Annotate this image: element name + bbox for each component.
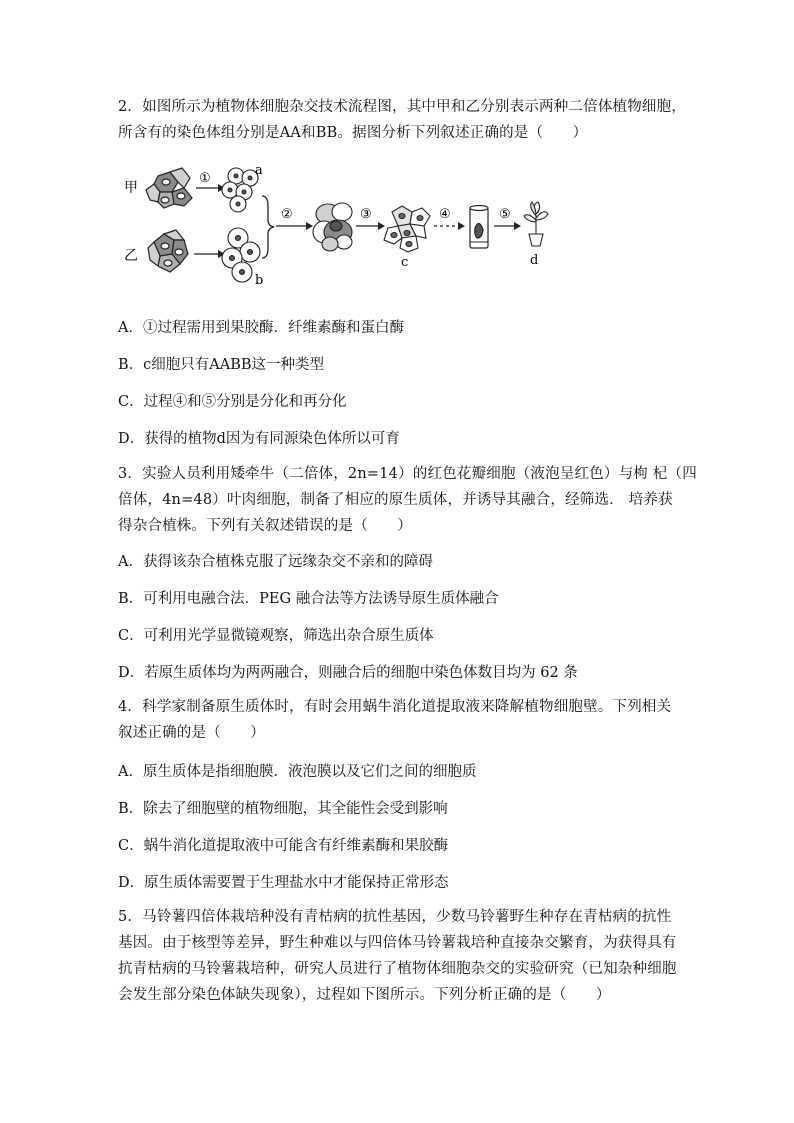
step-5-label: ⑤ <box>499 207 511 222</box>
question-3-option-d[interactable]: D．若原生质体均为两两融合，则融合后的细胞中染色体数目均为 62 条 <box>118 665 578 681</box>
question-5-line-2: 基因。由于核型等差异，野生种难以与四倍体马铃薯栽培种直接杂交繁育，为获得具有 <box>118 935 677 951</box>
protoplasts-a <box>222 168 258 212</box>
question-5-line-1: 5．马铃薯四倍体栽培种没有青枯病的抗性基因，少数马铃薯野生种存在青枯病的抗性 <box>118 909 672 925</box>
question-3-line-1: 3．实验人员利用矮牵牛（二倍体，2n=14）的红色花瓣细胞（液泡呈红色）与枸 杞（四 <box>118 466 697 482</box>
question-2-line-1: 2．如图所示为植物体细胞杂交技术流程图，其中甲和乙分别表示两种二倍体植物细胞， <box>118 99 687 115</box>
question-3-option-b[interactable]: B．可利用电融合法．PEG 融合法等方法诱导原生质体融合 <box>118 591 499 607</box>
question-5-stem <box>118 904 678 1008</box>
question-4-option-d[interactable]: D．原生质体需要置于生理盐水中才能保持正常形态 <box>118 875 449 891</box>
question-3-option-c[interactable]: C．可利用光学显微镜观察，筛选出杂合原生质体 <box>118 628 434 644</box>
arrow-step-5-head <box>514 222 521 230</box>
question-3-line-2: 倍体，4n=48）叶肉细胞，制备了相应的原生质体，并诱导其融合，经筛选． 培养获 <box>118 492 673 508</box>
question-5-line-3: 抗青枯病的马铃薯栽培种，研究人员进行了植物体细胞杂交的实验研究（已知杂种细胞 <box>118 961 677 977</box>
label-yi: 乙 <box>124 248 138 264</box>
step-3-label: ③ <box>360 207 372 222</box>
step-4-label: ④ <box>439 207 451 222</box>
step-2-label: ② <box>281 207 293 222</box>
question-3-line-3: 得杂合植株。下列有关叙述错误的是（ ） <box>118 518 412 534</box>
cell-cluster-jia <box>146 168 192 208</box>
fusing-protoplasts <box>313 203 352 251</box>
label-jia: 甲 <box>124 180 138 196</box>
label-c: c <box>401 255 409 270</box>
question-2-option-c[interactable]: C．过程④和⑤分别是分化和再分化 <box>118 394 347 410</box>
label-a: a <box>255 163 263 178</box>
question-4-option-a[interactable]: A．原生质体是指细胞膜．液泡膜以及它们之间的细胞质 <box>118 764 477 780</box>
question-2-stem <box>118 94 687 146</box>
question-4-line-1: 4．科学家制备原生质体时，有时会用蜗牛消化道提取液来降解植物细胞壁。下列相关 <box>118 699 672 715</box>
cell-cluster-yi <box>148 230 188 272</box>
question-2-line-2: 所含有的染色体组分别是AA和BB。据图分析下列叙述正确的是（ ） <box>118 125 588 141</box>
label-d: d <box>530 253 539 268</box>
question-4-stem <box>118 694 678 746</box>
question-3-option-a[interactable]: A．获得该杂合植株克服了远缘杂交不亲和的障碍 <box>118 554 433 570</box>
question-4-option-c[interactable]: C．蜗牛消化道提取液中可能含有纤维素酶和果胶酶 <box>118 838 449 854</box>
hybrid-plant-d <box>524 202 548 246</box>
arrow-step-2-head <box>306 222 313 230</box>
plant-cell-hybridization-diagram <box>118 160 568 290</box>
question-2-option-b[interactable]: B．c细胞只有AABB这一种类型 <box>118 357 325 373</box>
step-1-label: ① <box>199 171 211 186</box>
question-5-line-4: 会发生部分染色体缺失现象），过程如下图所示。下列分析正确的是（ ） <box>118 987 611 1003</box>
hybrid-cell-cluster-c <box>384 206 430 252</box>
arrow-step-4-head <box>458 222 465 230</box>
question-2-option-d[interactable]: D．获得的植物d因为有同源染色体所以可育 <box>118 431 400 447</box>
culture-tube <box>470 206 488 249</box>
question-3-stem <box>118 461 697 539</box>
label-b: b <box>255 273 264 288</box>
question-4-line-2: 叙述正确的是（ ） <box>118 725 265 741</box>
arrow-step-3-head <box>378 222 385 230</box>
brace <box>262 196 274 258</box>
question-2-option-a[interactable]: A．①过程需用到果胶酶．纤维素酶和蛋白酶 <box>118 320 404 336</box>
question-4-option-b[interactable]: B．除去了细胞壁的植物细胞，其全能性会受到影响 <box>118 801 448 817</box>
